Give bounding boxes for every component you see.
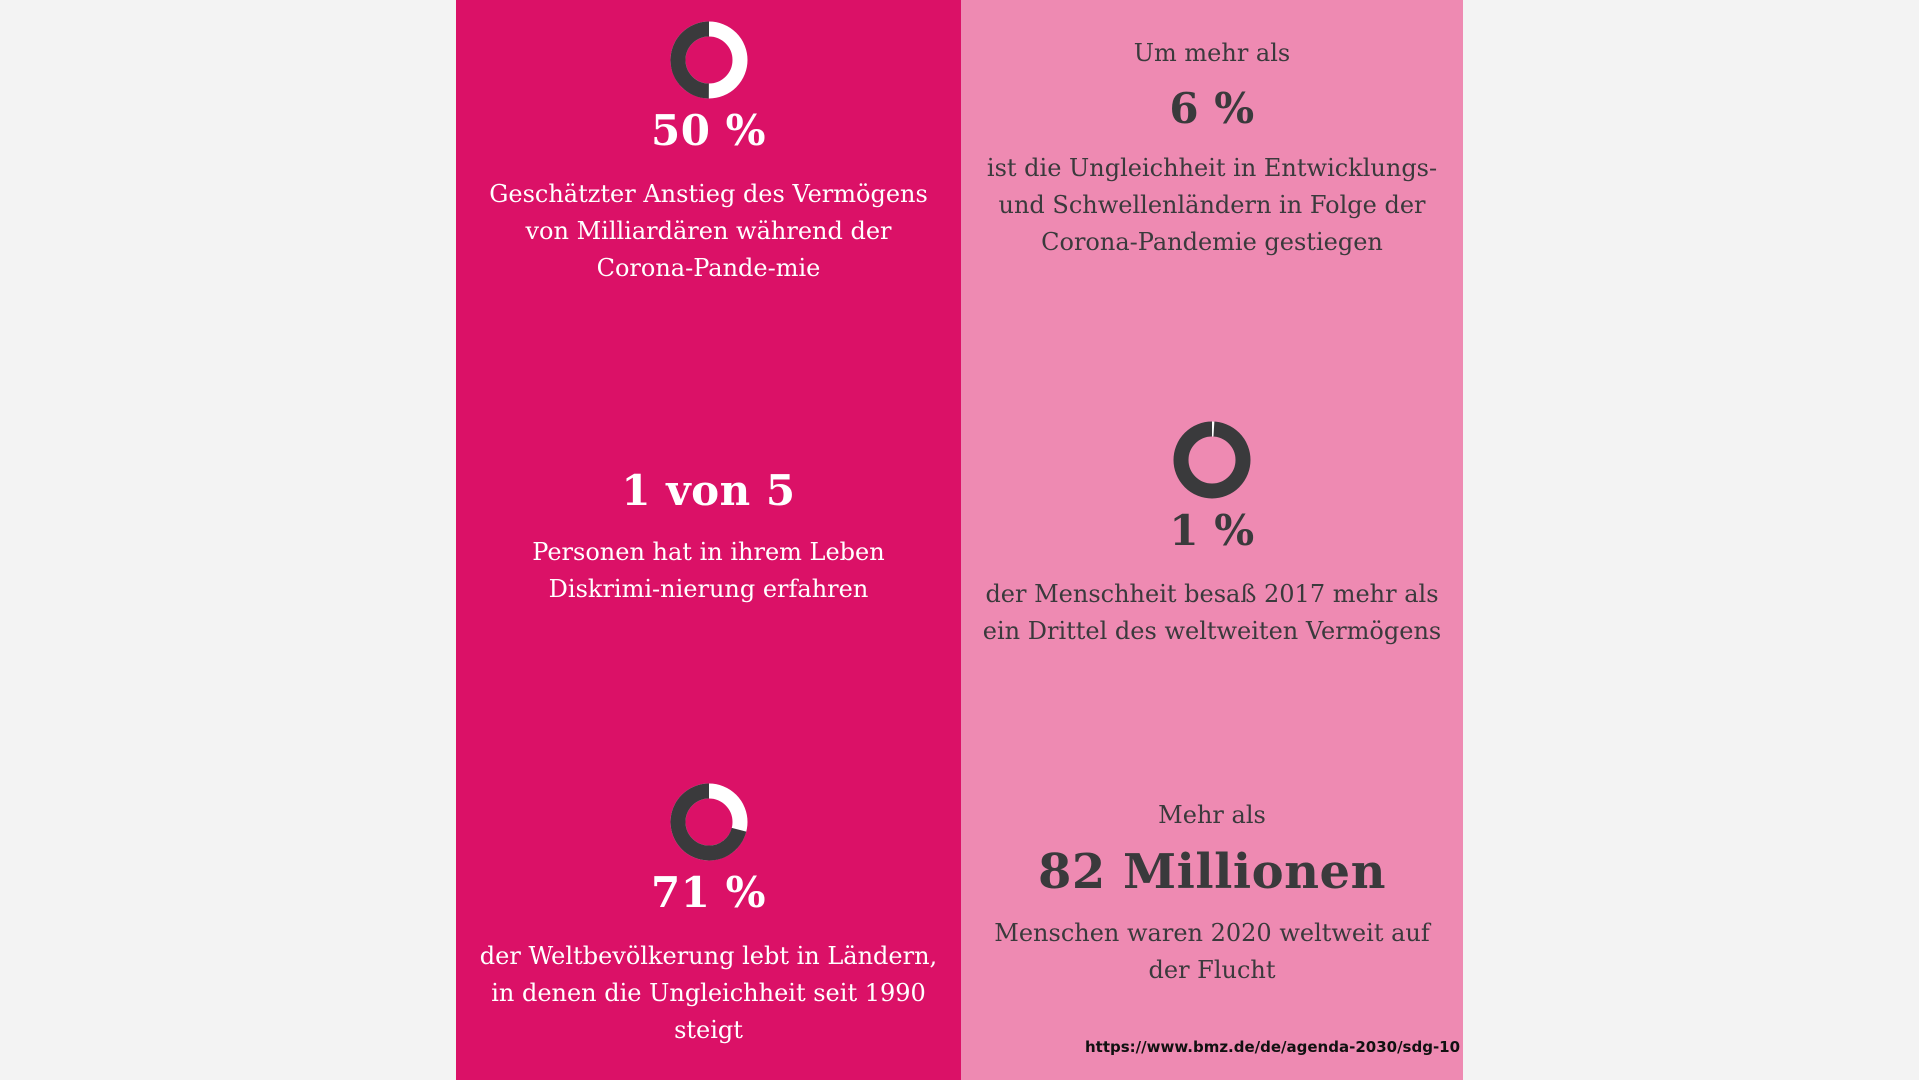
right-panel [961,0,1463,1080]
stat-value: 6 % [1169,84,1255,133]
stat-value: 1 von 5 [621,466,796,515]
source-link[interactable]: https://www.bmz.de/de/agenda-2030/sdg-10 [1085,1038,1461,1056]
stat-value: 71 % [651,868,766,917]
stat-billionaires [456,20,961,287]
stat-wealth-share [961,420,1463,650]
stat-description: Menschen waren 2020 weltweit auf der Flucht [994,918,1430,984]
stat-discrimination [456,468,961,608]
stat-description: der Weltbevölkerung lebt in Ländern, in denen die Ungleichheit seit 1990 steigt [479,942,938,1045]
stat-value: 50 % [651,106,766,155]
left-panel [456,0,961,1080]
donut-chart-icon [1172,420,1252,500]
donut-chart-icon [669,20,749,100]
stat-description: der Menschheit besaß 2017 mehr als ein Drittel des weltweiten Vermögens [982,580,1442,646]
stat-description: ist die Ungleichheit in Entwicklungs- und Schwellenländern in Folge der Corona-Pandemie gestiegen [986,154,1438,257]
donut-chart-icon [669,782,749,862]
stat-prefix: Um mehr als [1133,39,1291,67]
stat-value: 82 Millionen [1038,844,1386,900]
stat-refugees [961,800,1463,989]
stat-description: Personen hat in ihrem Leben Diskrimi-nierung erfahren [532,538,885,604]
stat-developing-countries [961,38,1463,261]
stat-prefix: Mehr als [1158,801,1266,829]
stat-description: Geschätzter Anstieg des Vermögens von Milliardären während der Corona-Pande-mie [489,180,928,283]
stat-value: 1 % [1169,506,1255,555]
stat-world-population [456,782,961,1049]
